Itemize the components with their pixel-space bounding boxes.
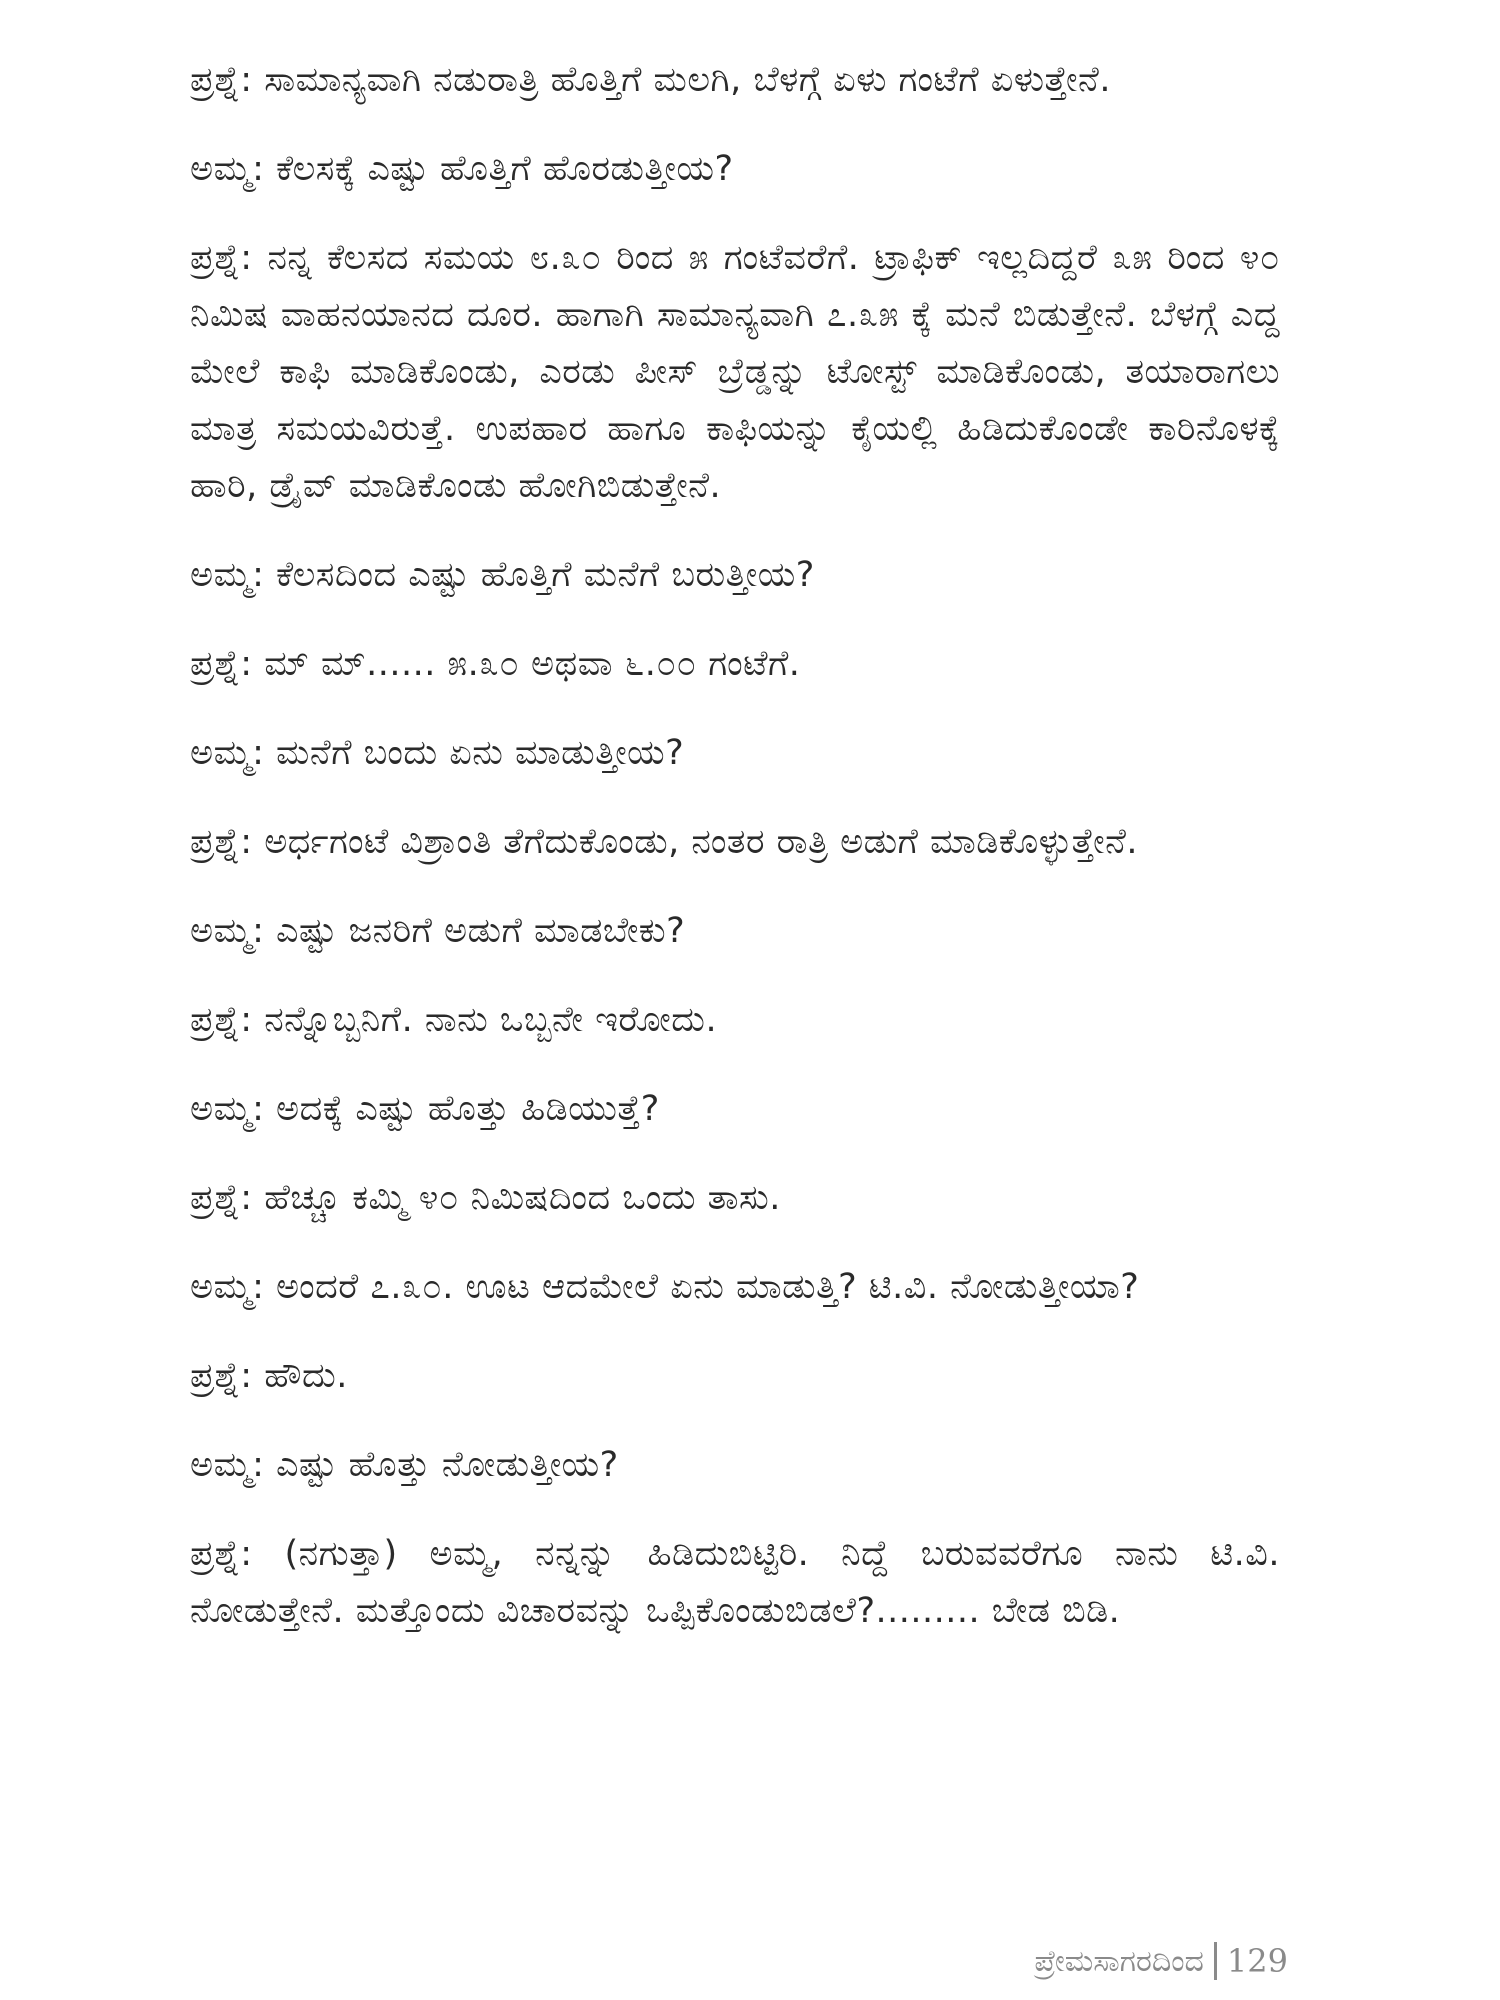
speaker-label: ಅಮ್ಮ: [190, 555, 265, 595]
speaker-label: ಅಮ್ಮ: [190, 1089, 265, 1129]
dialogue-paragraph [190, 814, 1280, 871]
dialogue-paragraph [190, 52, 1280, 109]
dialogue-text: ನನ್ನೊಬ್ಬನಿಗೆ. ನಾನು ಒಬ್ಬನೇ ಇರೋದು. [264, 1000, 718, 1040]
dialogue-text: ಎಷ್ಟು ಹೊತ್ತು ನೋಡುತ್ತೀಯ? [276, 1445, 619, 1485]
speaker-label: ಅಮ್ಮ: [190, 1267, 265, 1307]
dialogue-paragraph [190, 1170, 1280, 1227]
dialogue-text: ಅದಕ್ಕೆ ಎಷ್ಟು ಹೊತ್ತು ಹಿಡಿಯುತ್ತೆ? [276, 1089, 660, 1129]
speaker-label: ಪ್ರಶ್ನೆ: [190, 644, 253, 684]
speaker-label: ಪ್ರಶ್ನೆ: [190, 1000, 253, 1040]
dialogue-paragraph [190, 1348, 1280, 1405]
dialogue-paragraph [190, 636, 1280, 693]
speaker-label: ಪ್ರಶ್ನೆ: [190, 1356, 253, 1396]
dialogue-text: (ನಗುತ್ತಾ) ಅಮ್ಮ, ನನ್ನನ್ನು ಹಿಡಿದುಬಿಟ್ಟಿರಿ. ನಿದ್ದೆ ಬರುವವರೆಗೂ ನಾನು ಟಿ.ವಿ. ನೋಡುತ್ತೇನೆ. ಮತ್ತೊಂದು ವಿಚಾರವನ್ನು ಒಪ್ಪಿಕೊಂಡುಬಿಡಲೆ?......... ಬೇಡ ಬಿಡಿ. [190, 1534, 1280, 1631]
dialogue-paragraph [190, 141, 1280, 198]
dialogue-paragraph [190, 1526, 1280, 1640]
dialogue-text: ಕೆಲಸದಿಂದ ಎಷ್ಟು ಹೊತ್ತಿಗೆ ಮನೆಗೆ ಬರುತ್ತೀಯ? [276, 555, 815, 595]
dialogue-paragraph [190, 547, 1280, 604]
speaker-label: ಪ್ರಶ್ನೆ: [190, 1534, 253, 1574]
dialogue-paragraph [190, 992, 1280, 1049]
dialogue-text: ಹೌದು. [264, 1356, 348, 1396]
dialogue-text: ಅಂದರೆ ೭.೩೦. ಊಟ ಆದಮೇಲೆ ಏನು ಮಾಡುತ್ತಿ? ಟಿ.ವಿ. ನೋಡುತ್ತೀಯಾ? [276, 1267, 1140, 1307]
page-number: 129 [1226, 1942, 1288, 1980]
page-footer [1034, 1942, 1288, 1980]
page-body [190, 52, 1280, 1672]
dialogue-text: ನನ್ನ ಕೆಲಸದ ಸಮಯ ೮.೩೦ ರಿಂದ ೫ ಗಂಟೆವರೆಗೆ. ಟ್ರಾಫಿಕ್ ಇಲ್ಲದಿದ್ದರೆ ೩೫ ರಿಂದ ೪೦ ನಿಮಿಷ ವಾಹನಯಾನದ ದೂರ. ಹಾಗಾಗಿ ಸಾಮಾನ್ಯವಾಗಿ ೭.೩೫ ಕ್ಕೆ ಮನೆ ಬಿಡುತ್ತೇನೆ. ಬೆಳಗ್ಗೆ ಎದ್ದ ಮೇಲೆ ಕಾಫಿ ಮಾಡಿಕೊಂಡು, ಎರಡು ಪೀಸ್ ಬ್ರೆಡ್ಡನ್ನು ಟೋಸ್ಟ್ ಮಾಡಿಕೊಂಡು, ತಯಾರಾಗಲು ಮಾತ್ರ ಸಮಯವಿರುತ್ತೆ. ಉಪಹಾರ ಹಾಗೂ ಕಾಫಿಯನ್ನು ಕೈಯಲ್ಲಿ ಹಿಡಿದುಕೊಂಡೇ ಕಾರಿನೊಳಕ್ಕೆ ಹಾರಿ, ಡ್ರೈವ್ ಮಾಡಿಕೊಂಡು ಹೋಗಿಬಿಡುತ್ತೇನೆ. [190, 238, 1280, 506]
dialogue-text: ಸಾಮಾನ್ಯವಾಗಿ ನಡುರಾತ್ರಿ ಹೊತ್ತಿಗೆ ಮಲಗಿ, ಬೆಳಗ್ಗೆ ಏಳು ಗಂಟೆಗೆ ಏಳುತ್ತೇನೆ. [264, 60, 1111, 100]
dialogue-paragraph [190, 1437, 1280, 1494]
dialogue-text: ಎಷ್ಟು ಜನರಿಗೆ ಅಡುಗೆ ಮಾಡಬೇಕು? [276, 911, 686, 951]
dialogue-paragraph [190, 230, 1280, 515]
speaker-label: ಪ್ರಶ್ನೆ: [190, 238, 253, 278]
dialogue-text: ಮ್ ಮ್...... ೫.೩೦ ಅಥವಾ ೬.೦೦ ಗಂಟೆಗೆ. [264, 644, 801, 684]
dialogue-text: ಮನೆಗೆ ಬಂದು ಏನು ಮಾಡುತ್ತೀಯ? [276, 733, 685, 773]
speaker-label: ಅಮ್ಮ: [190, 149, 265, 189]
speaker-label: ಪ್ರಶ್ನೆ: [190, 1178, 253, 1218]
dialogue-text: ಕೆಲಸಕ್ಕೆ ಎಷ್ಟು ಹೊತ್ತಿಗೆ ಹೊರಡುತ್ತೀಯ? [276, 149, 734, 189]
dialogue-text: ಹೆಚ್ಚೂ ಕಮ್ಮಿ ೪೦ ನಿಮಿಷದಿಂದ ಒಂದು ತಾಸು. [264, 1178, 781, 1218]
dialogue-text: ಅರ್ಧಗಂಟೆ ವಿಶ್ರಾಂತಿ ತೆಗೆದುಕೊಂಡು, ನಂತರ ರಾತ್ರಿ ಅಡುಗೆ ಮಾಡಿಕೊಳ್ಳುತ್ತೇನೆ. [264, 822, 1139, 862]
speaker-label: ಪ್ರಶ್ನೆ: [190, 822, 253, 862]
dialogue-paragraph [190, 725, 1280, 782]
speaker-label: ಪ್ರಶ್ನೆ: [190, 60, 253, 100]
speaker-label: ಅಮ್ಮ: [190, 733, 265, 773]
book-title: ಪ್ರೇಮಸಾಗರದಿಂದ [1034, 1943, 1204, 1979]
dialogue-paragraph [190, 1081, 1280, 1138]
footer-divider [1214, 1942, 1217, 1980]
speaker-label: ಅಮ್ಮ: [190, 1445, 265, 1485]
speaker-label: ಅಮ್ಮ: [190, 911, 265, 951]
dialogue-paragraph [190, 1259, 1280, 1316]
dialogue-paragraph [190, 903, 1280, 960]
